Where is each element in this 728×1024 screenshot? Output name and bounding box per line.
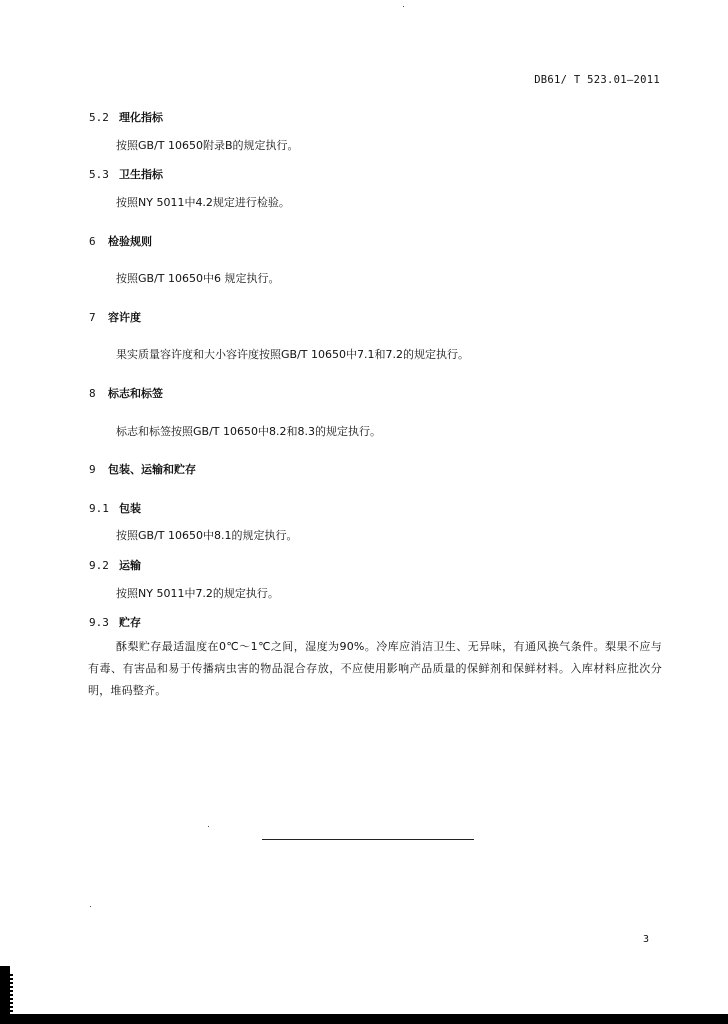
section-body-5-3: 按照NY 5011中4.2规定进行检验。 [116,196,290,209]
page-number: 3 [643,934,650,945]
section-body-7: 果实质量容许度和大小容许度按照GB/T 10650中7.1和7.2的规定执行。 [116,348,469,361]
section-title: 检验规则 [108,235,152,248]
section-heading-8 [89,385,163,401]
section-heading-5-3 [89,166,163,182]
section-body-9-2: 按照NY 5011中7.2的规定执行。 [116,587,279,600]
section-heading-5-2 [89,109,163,125]
section-number: 9.2 [89,559,109,572]
section-heading-9-3 [89,614,141,630]
scan-speck [90,906,91,907]
scan-speck [208,826,209,827]
section-title: 理化指标 [119,111,163,124]
section-title: 容许度 [108,311,141,324]
section-number: 8 [89,387,96,400]
section-body-9-1: 按照GB/T 10650中8.1的规定执行。 [116,529,298,542]
section-number: 7 [89,311,96,324]
section-number: 5.3 [89,168,109,181]
section-heading-9-2 [89,557,141,573]
section-title: 贮存 [119,616,141,629]
section-heading-6 [89,233,152,249]
end-rule [262,839,474,840]
section-title: 运输 [119,559,141,572]
section-title: 包装、运输和贮存 [108,463,196,476]
document-header: DB61/ T 523.01—2011 [534,74,660,86]
scan-speck [403,6,404,7]
section-number: 9 [89,463,96,476]
section-body-8: 标志和标签按照GB/T 10650中8.2和8.3的规定执行。 [116,425,381,438]
section-number: 5.2 [89,111,109,124]
section-number: 9.1 [89,502,109,515]
section-body-6: 按照GB/T 10650中6 规定执行。 [116,272,280,285]
section-body-5-2: 按照GB/T 10650附录B的规定执行。 [116,139,299,152]
section-heading-9 [89,461,196,477]
section-heading-7 [89,309,141,325]
section-title: 标志和标签 [108,387,163,400]
section-title: 卫生指标 [119,168,163,181]
section-title: 包装 [119,502,141,515]
section-number: 6 [89,235,96,248]
section-number: 9.3 [89,616,109,629]
section-heading-9-1 [89,500,141,516]
scan-edge-bottom [0,1014,728,1024]
section-body-9-3: 酥梨贮存最适温度在0℃～1℃之间，湿度为90%。冷库应消洁卫生、无异味，有通风换气条件。梨果不应与有毒、有害品和易于传播病虫害的物品混合存放，不应使用影响产品质量的保鲜剂和保鲜材料。入库材料应批次分明，堆码整齐。 [88,640,662,697]
